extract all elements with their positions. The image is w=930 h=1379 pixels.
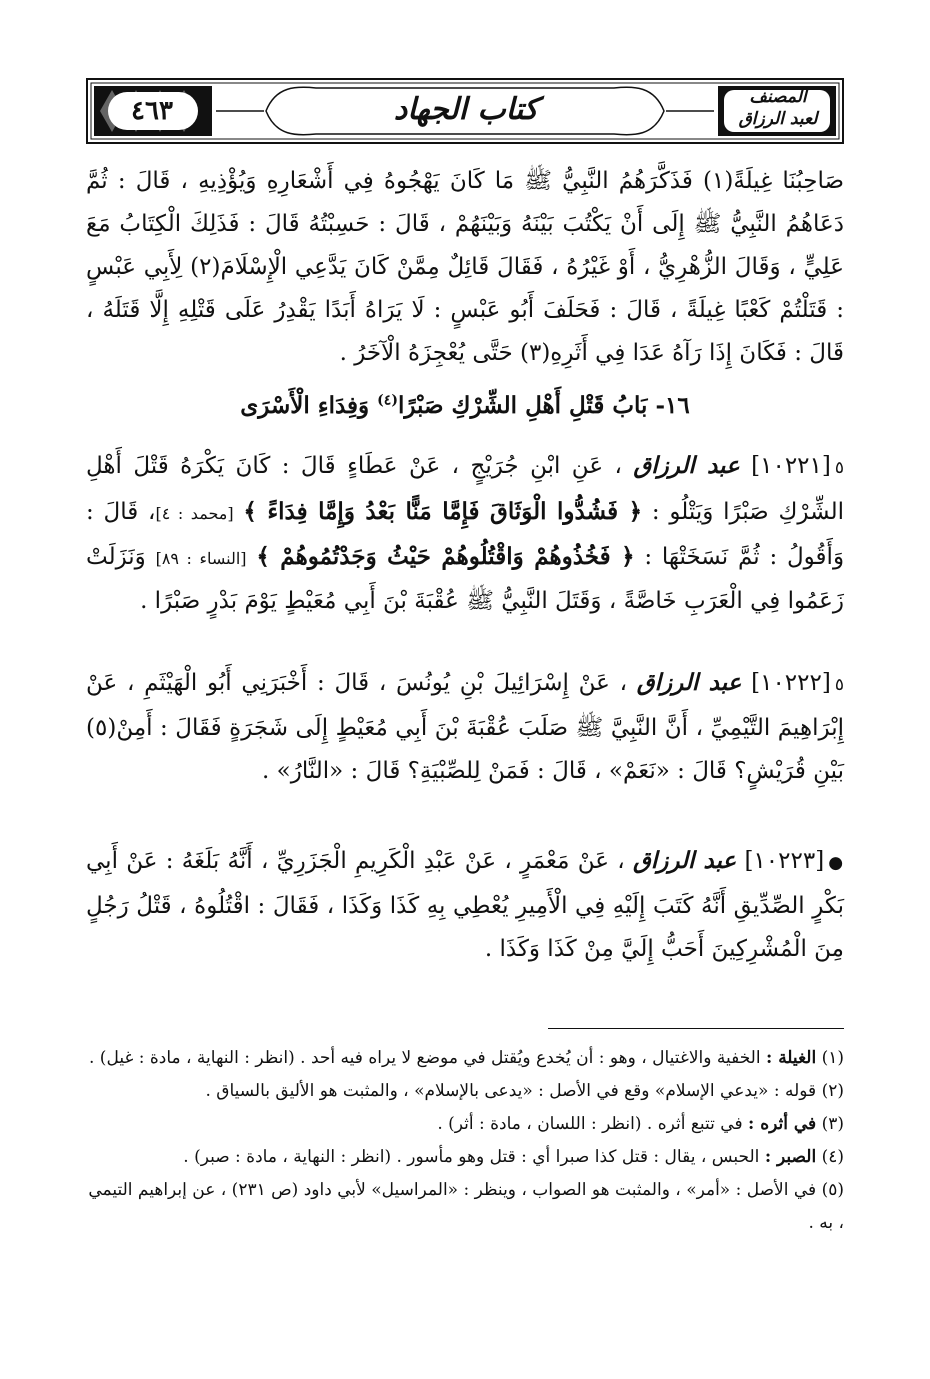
hadith-number: [١٠٢٢١] xyxy=(751,453,831,479)
footnote-text: في تتبع أثره . (انظر : اللسان ، مادة : أثر) . xyxy=(437,1114,743,1134)
footnote-text: الخفية والاغتيال ، وهو : أن يُخدع ويُقتل في موضع لا يراه فيه أحد . (انظر : النهاية ، مادة : غيل) . xyxy=(89,1048,761,1068)
hadith-text: ، عَنْ مَعْمَرٍ ، عَنْ عَبْدِ الْكَرِيمِ الْجَزَرِيِّ ، أَنَّهُ بَلَغَهُ : عَنْ أَبِي بَكْرٍ الصِّدِّيقِ أَنَّهُ كَتَبَ إِلَيْهِ فِي الْأَمِيرِ يُعْطِي بِهِ كَذَا وَكَذَا ، فَقَالَ : اقْتُلُوهُ ، قَتْلُ رَجُلٍ مِنَ الْمُشْرِكِينَ أَحَبُّ إِلَيَّ مِنْ كَذَا وَكَذَا . xyxy=(86,848,844,962)
hadith-entry xyxy=(86,444,844,661)
chapter-number: ١٦- xyxy=(655,392,690,419)
footnote-number: (٢) xyxy=(821,1081,844,1101)
seal-line-1: المصنف xyxy=(749,87,807,107)
page-header xyxy=(86,78,844,144)
hadith-marker: ٥ xyxy=(834,458,845,478)
hadith-marker: ٥ xyxy=(834,675,844,695)
hadith-entry xyxy=(86,839,844,974)
hadith-narrator: عبد الرزاق xyxy=(633,452,740,479)
quran-quote: ﴿ فَشُدُّوا الْوَثَاقَ فَإِمَّا مَنًّا بَعْدُ وَإِمَّا فِدَاءً ﴾ xyxy=(243,498,643,525)
hadith-number: [١٠٢٢٢] xyxy=(751,670,831,696)
book-seal xyxy=(722,86,834,136)
quran-quote: ﴿ فَخُذُوهُمْ وَاقْتُلُوهُمْ حَيْثُ وَجَدْتُمُوهُمْ ﴾ xyxy=(256,543,635,570)
footnote-text: الحبس ، يقال : قتل كذا صبرا أي : قتل وهو مأسور . (انظر : النهاية ، مادة : صبر) . xyxy=(183,1147,760,1167)
page-number: ٤٦٣ xyxy=(131,96,173,126)
main-text xyxy=(86,160,844,974)
hadith-narrator: عبد الرزاق xyxy=(636,669,742,696)
seal-line-2: لعبد الرزاق xyxy=(738,109,818,129)
footnote-text: قوله : «يدعي الإسلام» وقع في الأصل : «يدعى بالإسلام» ، والمثبت هو الأليق بالسياق . xyxy=(205,1081,817,1101)
footnote-term: الغيلة : xyxy=(766,1048,817,1068)
hadith-text: ، عَنْ إِسْرَائِيلَ بْنِ يُونُسَ ، قَالَ : أَخْبَرَنِي أَبُو الْهَيْثَمِ ، عَنْ إِبْرَاهِيمَ التَّيْمِيِّ ، أَنَّ النَّبِيَّ ﷺ صَلَبَ عُقْبَةَ بْنَ أَبِي مُعَيْطٍ إِلَى شَجَرَةٍ فَقَالَ : أَمِنْ(٥) بَيْنِ قُرَيْشٍ؟ قَالَ : «نَعَمْ» ، قَالَ : فَمَنْ لِلصِّبْيَةِ؟ قَالَ : «النَّارُ» . xyxy=(86,670,844,784)
footnote-number: (١) xyxy=(821,1048,844,1068)
quran-reference: [محمد : ٤] xyxy=(155,504,234,523)
footnote-term: الصبر : xyxy=(764,1147,817,1167)
footnote-number: (٥) xyxy=(821,1180,844,1200)
hadith-entry xyxy=(86,661,844,839)
footnote-number: (٤) xyxy=(821,1147,844,1167)
hadith-marker: ● xyxy=(828,853,844,873)
footnote xyxy=(86,1141,844,1174)
hadith-text: ، عَنِ ابْنِ جُرَيْجٍ ، عَنْ عَطَاءٍ قَالَ : كَانَ يَكْرَهُ قَتْلَ أَهْلِ الشِّرْكِ صَبْرًا وَيَتْلُو : xyxy=(86,453,845,525)
footnote xyxy=(86,1108,844,1141)
footnotes xyxy=(86,1042,844,1240)
footnote-separator xyxy=(548,1028,844,1029)
running-title: كتاب الجهاد xyxy=(393,92,539,127)
footnote xyxy=(86,1174,844,1240)
hadith-text: ، قَالَ : وَأَقُولُ : ثُمَّ نَسَخَتْهَا : xyxy=(86,499,845,570)
intro-paragraph: صَاحِبُنَا غِيلَةً(١) فَذَكَّرَهُمُ النَّبِيُّ ﷺ مَا كَانَ يَهْجُوهُ فِي أَشْعَارِهِ وَيُؤْذِيهِ ، قَالَ : ثُمَّ دَعَاهُمُ النَّبِيُّ ﷺ إِلَى أَنْ يَكْتُبَ بَيْنَهُ وَبَيْنَهُمْ ، قَالَ : حَسِبْتُهُ قَالَ : فَذَلِكَ الْكِتَابُ مَعَ عَلِيٍّ ، وَقَالَ الزُّهْرِيُّ ، أَوْ غَيْرُهُ ، فَقَالَ قَائِلٌ مِمَّنْ كَانَ يَدَّعِي الْإِسْلَامَ(٢) لِأَبِي عَبْسٍ : قَتَلْتُمْ كَعْبًا غِيلَةً ، قَالَ : فَحَلَفَ أَبُو عَبْسٍ : لَا يَرَاهُ أَبَدًا يَقْدِرُ عَلَى قَتْلِهِ إِلَّا قَتَلَهُ ، قَالَ : فَكَانَ إِذَا رَآهُ عَدَا فِي أَثَرِهِ(٣) حَتَّى يُعْجِزَهُ الْآخَرُ . xyxy=(86,168,844,366)
hadith-number: [١٠٢٢٣] xyxy=(744,848,825,874)
footnote-term: في أثره : xyxy=(748,1114,817,1134)
chapter-title-end: وَفِدَاءِ الْأَسْرَى xyxy=(240,392,370,419)
footnote xyxy=(86,1042,844,1075)
footnote-number: (٣) xyxy=(821,1114,844,1134)
quran-reference: [النساء : ٨٩] xyxy=(155,549,247,568)
hadith-narrator: عبد الرزاق xyxy=(632,847,737,874)
chapter-title: بَابُ قَتْلِ أَهْلِ الشِّرْكِ صَبْرًا xyxy=(397,392,648,419)
footnote-text: في الأصل : «أمر» ، والمثبت هو الصواب ، وينظر : «المراسيل» لأبي داود (ص ٢٣١) ، عن إبراهيم التيمي ، به . xyxy=(88,1180,844,1233)
hadith-text: وَنَزَلَتْ زَعَمُوا فِي الْعَرَبِ خَاصَّةً ، وَقَتَلَ النَّبِيُّ ﷺ عُقْبَةَ بْنَ أَبِي مُعَيْطٍ يَوْمَ بَدْرٍ صَبْرًا . xyxy=(86,544,844,614)
chapter-heading xyxy=(86,378,844,444)
footnote xyxy=(86,1075,844,1108)
chapter-footnote-marker: (٤) xyxy=(377,392,398,409)
